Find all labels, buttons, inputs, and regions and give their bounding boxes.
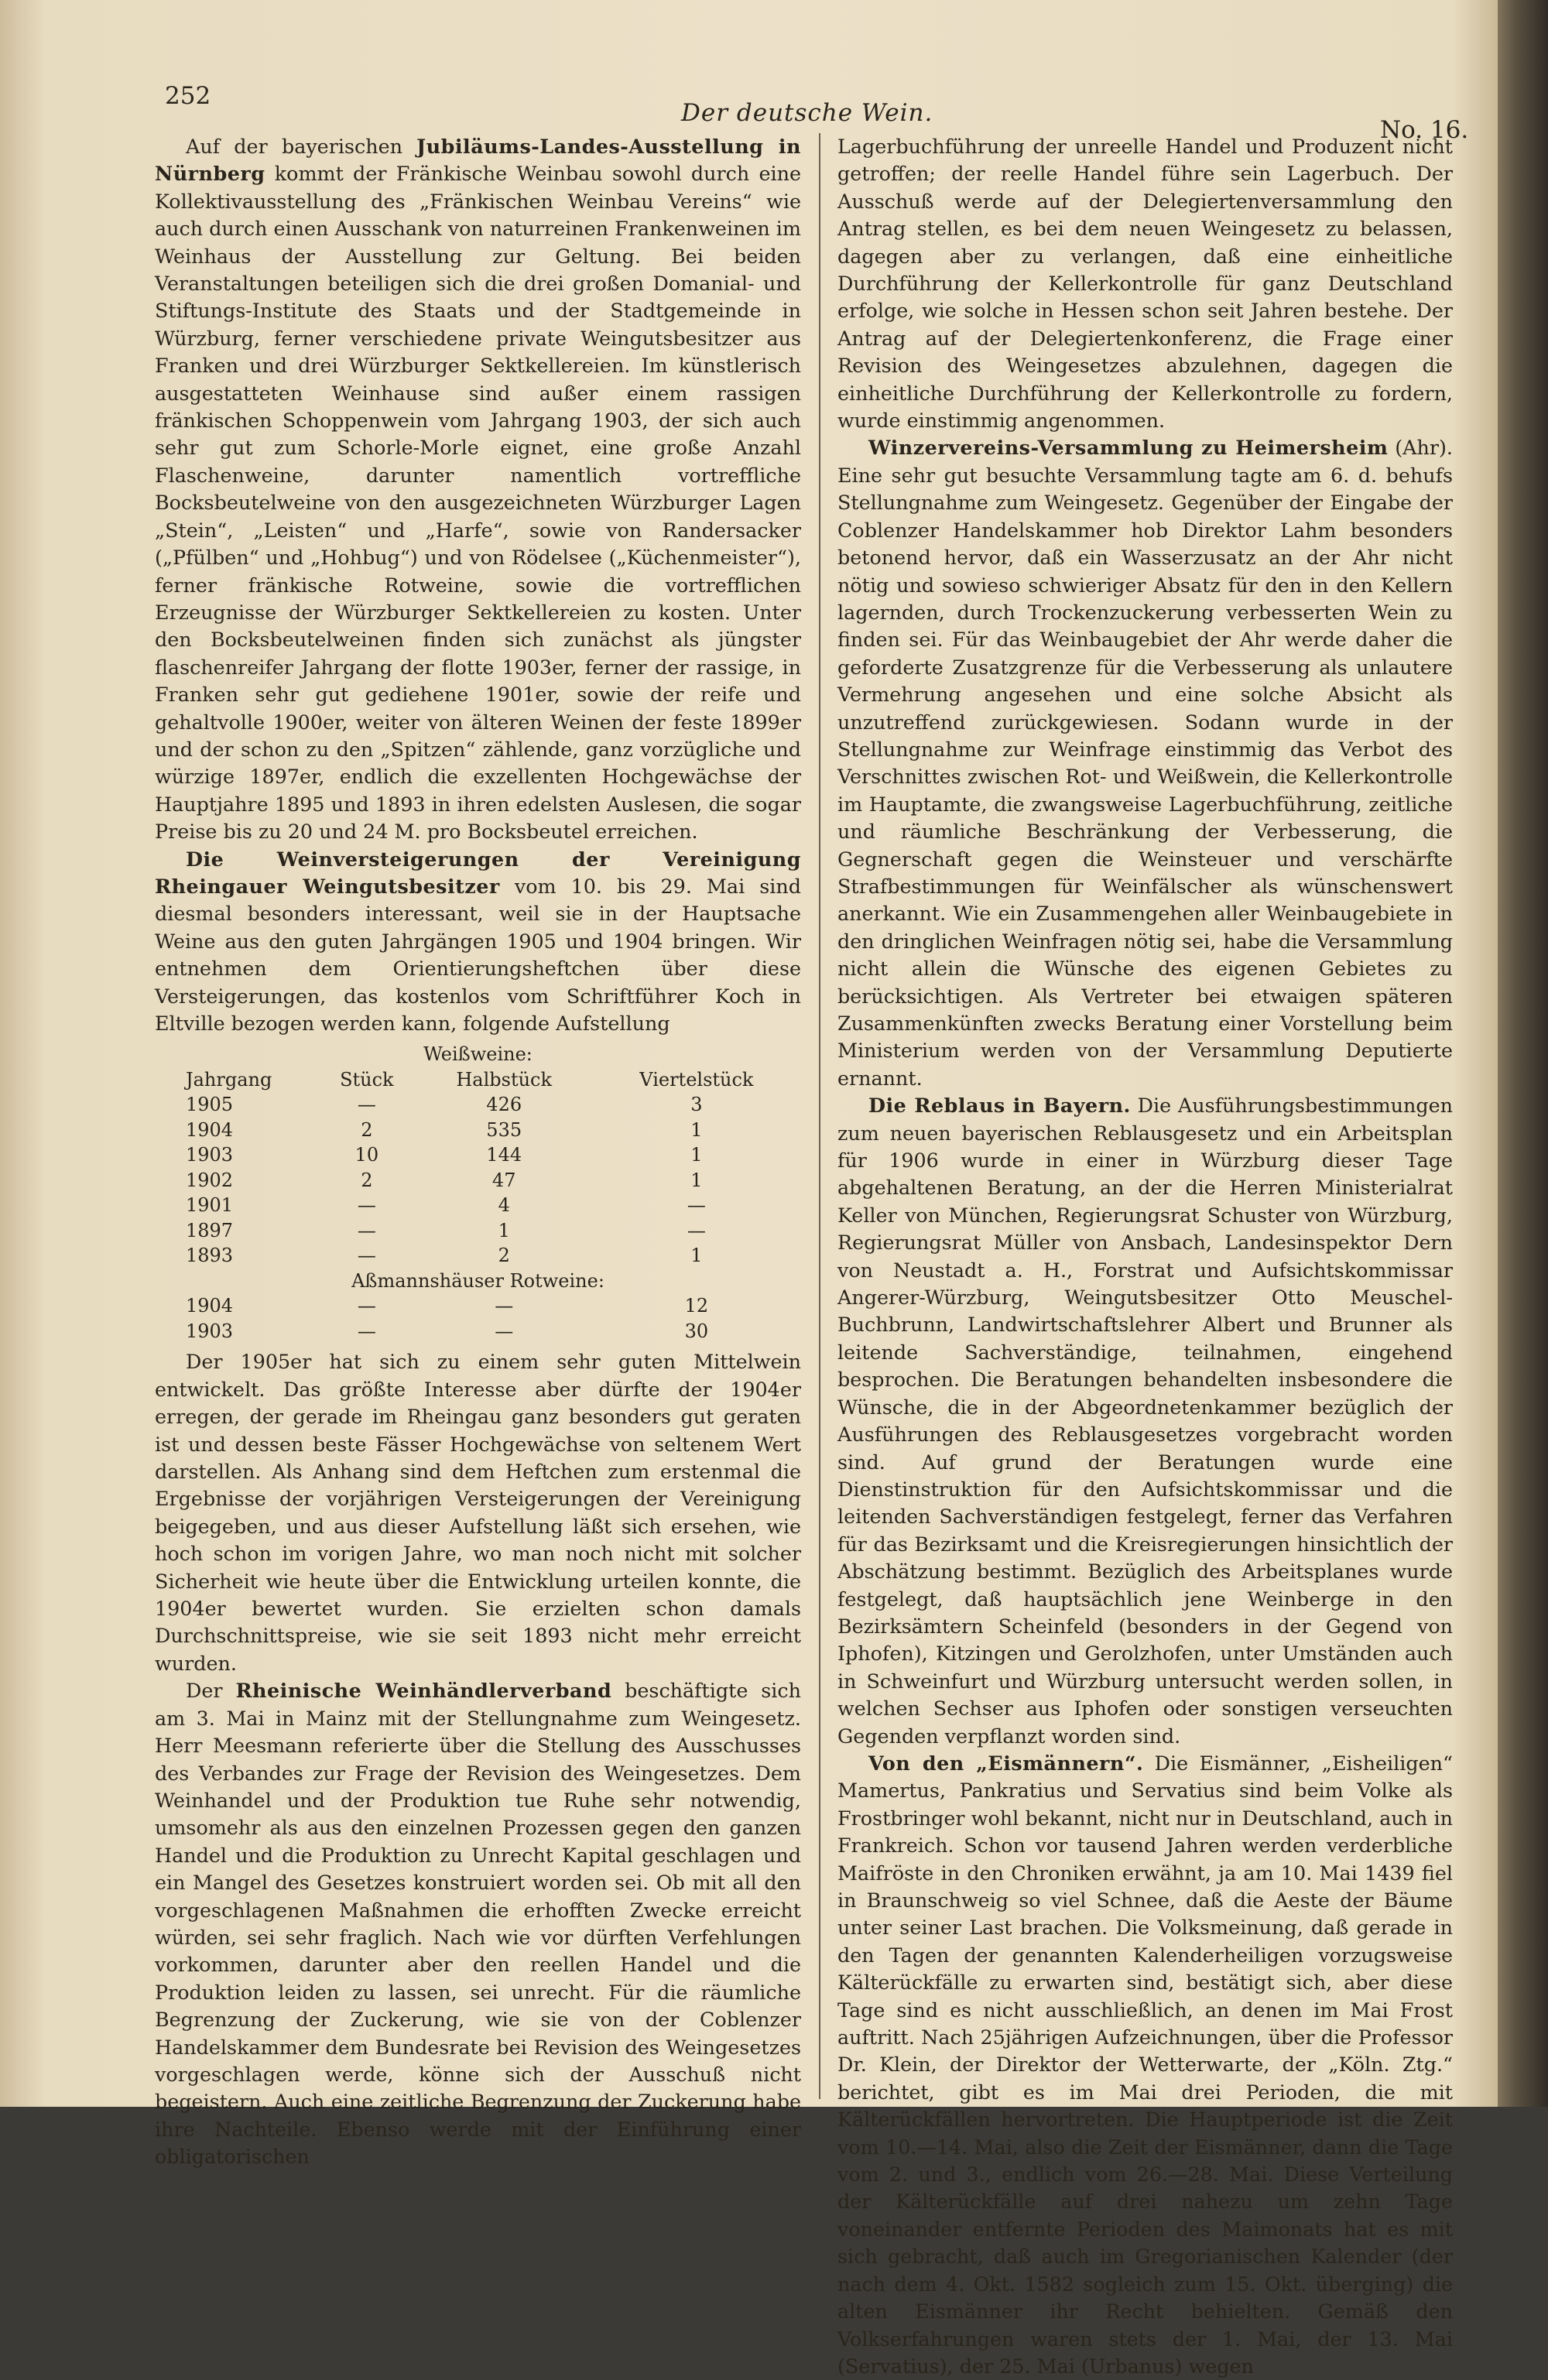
table-title-row bbox=[155, 1042, 801, 1067]
article-heading: Von den „Eismännern“. bbox=[868, 1751, 1144, 1775]
cell-viertelstueck: 12 bbox=[684, 1295, 709, 1317]
table-subtitle-row bbox=[155, 1269, 801, 1294]
article-1905er-bewertung bbox=[155, 1348, 801, 1677]
cell-halbstueck: 4 bbox=[498, 1194, 510, 1217]
body-text: Auf der bayerischen bbox=[186, 135, 417, 158]
page-number: 252 bbox=[165, 82, 211, 110]
body-text: Die Eismänner, „Eisheiligen“ Mamertus, Pankratius und Servatius sind beim Volke als Frostbringer wohl bekannt, nicht nur in Deutschland, auch in Frankreich. Schon vor tausend Jahren werden verderbliche Maifröste in den Chroniken erwähnt, ja am 10. Mai 1439 fiel in Braunschweig so viel Schnee, daß die Aeste der Bäume unter seiner Last brachen. Die Volksmeinung, daß gerade in den Tagen der genannten Kalenderheiligen vorzugsweise Kälterückfälle zu erwarten sind, bestätigt sich, aber diese Tage sind es nicht ausschließlich, an denen im Mai Frost auftritt. Nach 25jährigen Aufzeichnungen, über die Professor Dr. Klein, der Direktor der Wetterwarte, der „Köln. Ztg.“ berichtet, gibt es im Mai drei Perioden, die mit Kälterückfällen hervortreten. Die Hauptperiode ist die Zeit vom 10.—14. Mai, also die Zeit der Eismänner, dann die Tage vom 2. und 3., endlich vom 26.—28. Mai. Diese Verteilung der Kälterückfälle auf drei nahezu um zehn Tage voneinander entfernte Perioden des Maimonats hat es mit sich gebracht, daß auch im Gregorianischen Kalender (der nach dem 4. Okt. 1582 sogleich zum 15. Okt. überging) die alten Eismänner ihr Recht behielten. Gemäß den Volkserfahrungen waren stets der 1. Mai, der 13. Mai (Servatius), der 25. Mai (Urbanus) wegen bbox=[837, 1751, 1453, 2378]
cell-halbstueck: 2 bbox=[498, 1245, 510, 1267]
article-weinversteigerungen bbox=[155, 846, 801, 1038]
cell-halbstueck: 426 bbox=[486, 1094, 522, 1116]
article-heading: Die Reblaus in Bayern. bbox=[868, 1094, 1131, 1118]
cell-viertelstueck: 1 bbox=[690, 1169, 703, 1191]
body-text: vom 10. bis 29. Mai sind diesmal besonders interessant, weil sie in der Hauptsache Weine aus den guten Jahrgängen 1905 und 1904 bringen. Wir entnehmen dem Orientierungsheftchen über diese Versteigerungen, das kostenlos vom Schriftführer Koch in Eltville bezogen werden kann, folgende Aufstellung bbox=[155, 874, 802, 1035]
article-weinhaendlerverband bbox=[155, 1677, 801, 2170]
article-heading: Die Weinversteigerungen der Vereinigung Rheingauer Weingutsbesitzer bbox=[155, 847, 801, 898]
cell-year: 1897 bbox=[186, 1219, 234, 1241]
auction-table bbox=[155, 1042, 801, 1344]
cell-stueck: — bbox=[357, 1194, 376, 1217]
body-text: Der bbox=[186, 1679, 236, 1703]
table-row bbox=[155, 1319, 801, 1344]
cell-year: 1893 bbox=[186, 1245, 234, 1267]
article-heading: Rheinische Weinhändlerverband bbox=[235, 1679, 612, 1703]
cell-stueck: 2 bbox=[361, 1169, 373, 1191]
table-row bbox=[155, 1142, 801, 1168]
left-column bbox=[155, 133, 801, 2171]
cell-viertelstueck: — bbox=[687, 1194, 706, 1217]
cell-viertelstueck: 30 bbox=[684, 1320, 709, 1342]
cell-halbstueck: — bbox=[495, 1295, 514, 1317]
table-row bbox=[155, 1243, 801, 1269]
table-row bbox=[155, 1293, 801, 1319]
body-text: beschäftigte sich am 3. Mai in Mainz mit der Stellungnahme zum Weingesetz. Herr Meesmann referierte über die Stellung des Ausschusses des Verbandes zur Frage der Revision des Weingesetzes. Dem Weinhandel und der Produktion tue Ruhe sehr notwendig, umsomehr als aus den einzelnen Prozessen gegen den ganzen Handel und die Produktion zu Unrecht Kapital geschlagen und ein Mangel des Gesetzes konstruiert worden sei. Ob mit all den vorgeschlagenen Maßnahmen die erhofften Zwecke erreicht würden, sei sehr fraglich. Nach wie vor dürften Verfehlungen vorkommen, darunter aber den reellen Handel und die Produktion leiden zu lassen, sei unrecht. Für die räumliche Begrenzung der Zuckerung, wie sie von der Coblenzer Handelskammer dem Bundesrate bei Revision des Weingesetzes vorgeschlagen werde, könne sich der Ausschuß nicht begeistern. Auch eine zeitliche Begrenzung der Zuckerung habe ihre Nachteile. Ebenso werde mit der Einführung einer obligatorischen bbox=[155, 1679, 802, 2169]
cell-stueck: — bbox=[357, 1295, 376, 1317]
cell-halbstueck: 535 bbox=[486, 1118, 522, 1141]
cell-year: 1902 bbox=[186, 1169, 234, 1191]
cell-viertelstueck: — bbox=[687, 1219, 706, 1241]
body-text: Die Ausführungsbestimmungen zum neuen bayerischen Reblausgesetz und ein Arbeitsplan für 1906 wurde in einer in Würzburg dieser Tage abgehaltenen Beratung, an der die Herren Ministerialrat Keller von München, Regierungsrat Schuster von Würzburg, Regierungsrat Müller von Ansbach, Landesinspektor Dern von Neustadt a. H., Forstrat und Aufsichtskommissar Angerer-Würzburg, Weingutsbesitzer Otto Meuschel-Buchbrunn, Landwirtschaftslehrer Albert und Brunner als leitende Sachverständige, teilnahmen, eingehend besprochen. Die Beratungen behandelten insbesondere die Wünsche, die in der Abgeordnetenkammer bezüglich der Ausführungen des Reblausgesetzes vorgebracht worden sind. Auf grund der Beratungen wurde eine Dienstinstruktion für den Aufsichtskommissar und die leitenden Sachverständigen festgelegt, ferner das Verfahren für das Bezirksamt und die Kreisregierungen hinsichtlich der Abschätzung bestimmt. Bezüglich des Arbeitsplanes wurde festgelegt, daß hauptsächlich jene Weinberge in den Bezirksämtern Scheinfeld (besonders in der Gegend von Iphofen), Kitzingen und Gerolzhofen, unter Umständen auch in Schweinfurt und Würzburg untersucht werden sollen, in welchen Sechser aus Iphofen oder sonstigen verseuchten Gegenden verpflanzt worden sind. bbox=[837, 1094, 1453, 1748]
cell-stueck: 10 bbox=[354, 1144, 379, 1166]
cell-halbstueck: 1 bbox=[498, 1219, 510, 1241]
table-subtitle: Aßmannshäuser Rotweine: bbox=[351, 1269, 604, 1292]
cell-year: 1901 bbox=[186, 1194, 234, 1217]
cell-viertelstueck: 1 bbox=[690, 1245, 703, 1267]
cell-stueck: 2 bbox=[361, 1118, 373, 1141]
cell-year: 1904 bbox=[186, 1295, 234, 1317]
header-stueck: Stück bbox=[340, 1068, 394, 1091]
article-weinhaendlerverband-continued bbox=[837, 133, 1453, 434]
book-binding bbox=[1494, 0, 1548, 2107]
cell-stueck: — bbox=[357, 1094, 376, 1116]
body-text: Der 1905er hat sich zu einem sehr guten Mittelwein entwickelt. Das größte Interesse aber dürfte der 1904er erregen, der gerade im Rheingau ganz besonders gut geraten ist und dessen beste Fässer Hochgewächse von seltenem Wert darstellen. Als Anhang sind dem Heftchen zum erstenmal die Ergebnisse der vorjährigen Versteigerungen der Vereinigung beigegeben, und aus dieser Aufstellung läßt sich ersehen, wie hoch schon im vorigen Jahre, wo man noch nicht mit solcher Sicherheit wie heute über die Entwicklung urteilen konnte, die 1904er bewertet wurden. Sie erzielten schon damals Durchschnittspreise, wie sie seit 1893 nicht mehr erreicht wurden. bbox=[155, 1350, 801, 1675]
article-eismaenner bbox=[837, 1750, 1453, 2380]
issue-number: No. 16. bbox=[1380, 116, 1469, 144]
table-row bbox=[155, 1168, 801, 1193]
cell-viertelstueck: 3 bbox=[690, 1094, 703, 1116]
body-text: (Ahr). Eine sehr gut besuchte Versammlung tagte am 6. d. behufs Stellungnahme zum Weingesetz. Gegenüber der Eingabe der Coblenzer Handelskammer hob Direktor Lahm besonders betonend hervor, daß ein Wasserzusatz an der Ahr nicht nötig und sowieso schwieriger Absatz für den in den Kellern lagernden, durch Trockenzuckerung verbesserten Wein zu finden sei. Für das Weinbaugebiet der Ahr werde daher die geforderte Zusatzgrenze für die Verbesserung als unlautere Vermehrung angesehen und eine solche Absicht als unzutreffend zurückgewiesen. Sodann wurde in der Stellungnahme zur Weinfrage einstimmig das Verbot des Verschnittes zwischen Rot- und Weißwein, die Kellerkontrolle im Hauptamte, die zwangsweise Lagerbuchführung, zeitliche und räumliche Beschränkung der Verbesserung, die Gegnerschaft gegen die Weinsteuer und verschärfte Strafbestimmungen für Weinfälscher als wünschenswert anerkannt. Wie ein Zusammengehen aller Weinbaugebiete in den dringlichen Weinfragen nötig sei, habe die Versammlung nicht allein die Wünsche des eigenen Gebietes zu berücksichtigen. Als Vertreter bei etwaigen späteren Zusammenkünften zwecks Beratung einer Vorstellung beim Ministerium werden von der Versammlung Deputierte ernannt. bbox=[837, 436, 1453, 1090]
cell-halbstueck: 144 bbox=[486, 1144, 522, 1166]
article-reblaus-bayern bbox=[837, 1092, 1453, 1750]
table-title: Weißweine: bbox=[423, 1043, 533, 1066]
cell-year: 1904 bbox=[186, 1118, 234, 1141]
body-text: Lagerbuchführung der unreelle Handel und Produzent nicht getroffen; der reelle Handel führe sein Lagerbuch. Der Ausschuß werde auf der Delegiertenversammlung den Antrag stellen, es bei dem neuen Weingesetz zu belassen, dagegen aber zu verlangen, daß eine einheitliche Durchführung der Kellerkontrolle für ganz Deutschland erfolge, wie solche in Hessen schon seit Jahren bestehe. Der Antrag auf der Delegiertenkonferenz, die Frage einer Revision des Weingesetzes abzulehnen, dagegen die einheitliche Durchführung der Kellerkontrolle zu fordern, wurde einstimmig angenommen. bbox=[837, 135, 1453, 433]
cell-year: 1903 bbox=[186, 1144, 234, 1166]
table-header-row bbox=[155, 1067, 801, 1093]
journal-title: Der deutsche Wein. bbox=[681, 99, 933, 127]
cell-halbstueck: 47 bbox=[491, 1169, 516, 1191]
body-text: kommt der Fränkische Weinbau sowohl durch eine Kollektivausstellung des „Fränkischen Weinbau Vereins“ wie auch durch einen Ausschank von naturreinen Frankenweinen im Weinhaus der Ausstellung zur Geltung. Bei beiden Veranstaltungen beteiligen sich die drei großen Domanial- und Stiftungs-Institute des Staats und der Stadtgemeinde in Würzburg, ferner verschiedene private Weingutsbesitzer aus Franken und drei Würzburger Sektkellereien. Im künstlerisch ausgestatteten Weinhause sind außer einem rassigen fränkischen Schoppenwein vom Jahrgang 1903, der sich auch sehr gut zum Schorle-Morle eignet, eine große Anzahl Flaschenweine, darunter namentlich vortreffliche Bocksbeutelweine von den ausgezeichneten Würzburger Lagen „Stein“, „Leisten“ und „Harfe“, sowie von Randersacker („Pfülben“ und „Hohbug“) und von Rödelsee („Küchenmeister“), ferner fränkische Rotweine, sowie die vortrefflichen Erzeugnisse der Würzburger Sektkellereien zu kosten. Unter den Bocksbeutelweinen finden sich zunächst als jüngster flaschenreifer Jahrgang der flotte 1903er, ferner der rassige, in Franken sehr gut gediehene 1901er, sowie der reife und gehaltvolle 1900er, weiter von älteren Weinen der feste 1899er und der schon zu den „Spitzen“ zählende, ganz vorzügliche und würzige 1897er, endlich die exzellenten Hochgewächse der Hauptjahre 1895 und 1893 in ihren edelsten Auslesen, die sogar Preise bis zu 20 und 24 M. pro Bocksbeutel erreichen. bbox=[155, 162, 801, 844]
cell-viertelstueck: 1 bbox=[690, 1144, 703, 1166]
table-row bbox=[155, 1118, 801, 1143]
cell-halbstueck: — bbox=[495, 1320, 514, 1342]
column-divider bbox=[819, 133, 820, 2099]
cell-viertelstueck: 1 bbox=[690, 1118, 703, 1141]
cell-stueck: — bbox=[357, 1245, 376, 1267]
article-heading: Jubiläums-Landes-Ausstellung in Nürnberg bbox=[155, 135, 801, 186]
header-jahrgang: Jahrgang bbox=[186, 1068, 272, 1091]
table-row bbox=[155, 1218, 801, 1244]
article-heading: Winzervereins-Versammlung zu Heimersheim bbox=[868, 436, 1389, 460]
cell-year: 1903 bbox=[186, 1320, 234, 1342]
cell-year: 1905 bbox=[186, 1094, 234, 1116]
table-row bbox=[155, 1092, 801, 1118]
header-viertelstueck: Viertelstück bbox=[639, 1068, 754, 1091]
right-column bbox=[837, 133, 1453, 2380]
table-row bbox=[155, 1193, 801, 1218]
article-winzerverein-heimersheim bbox=[837, 434, 1453, 1092]
article-jubilaeums-ausstellung bbox=[155, 133, 801, 846]
header-halbstueck: Halbstück bbox=[456, 1068, 553, 1091]
cell-stueck: — bbox=[357, 1320, 376, 1342]
cell-stueck: — bbox=[357, 1219, 376, 1241]
